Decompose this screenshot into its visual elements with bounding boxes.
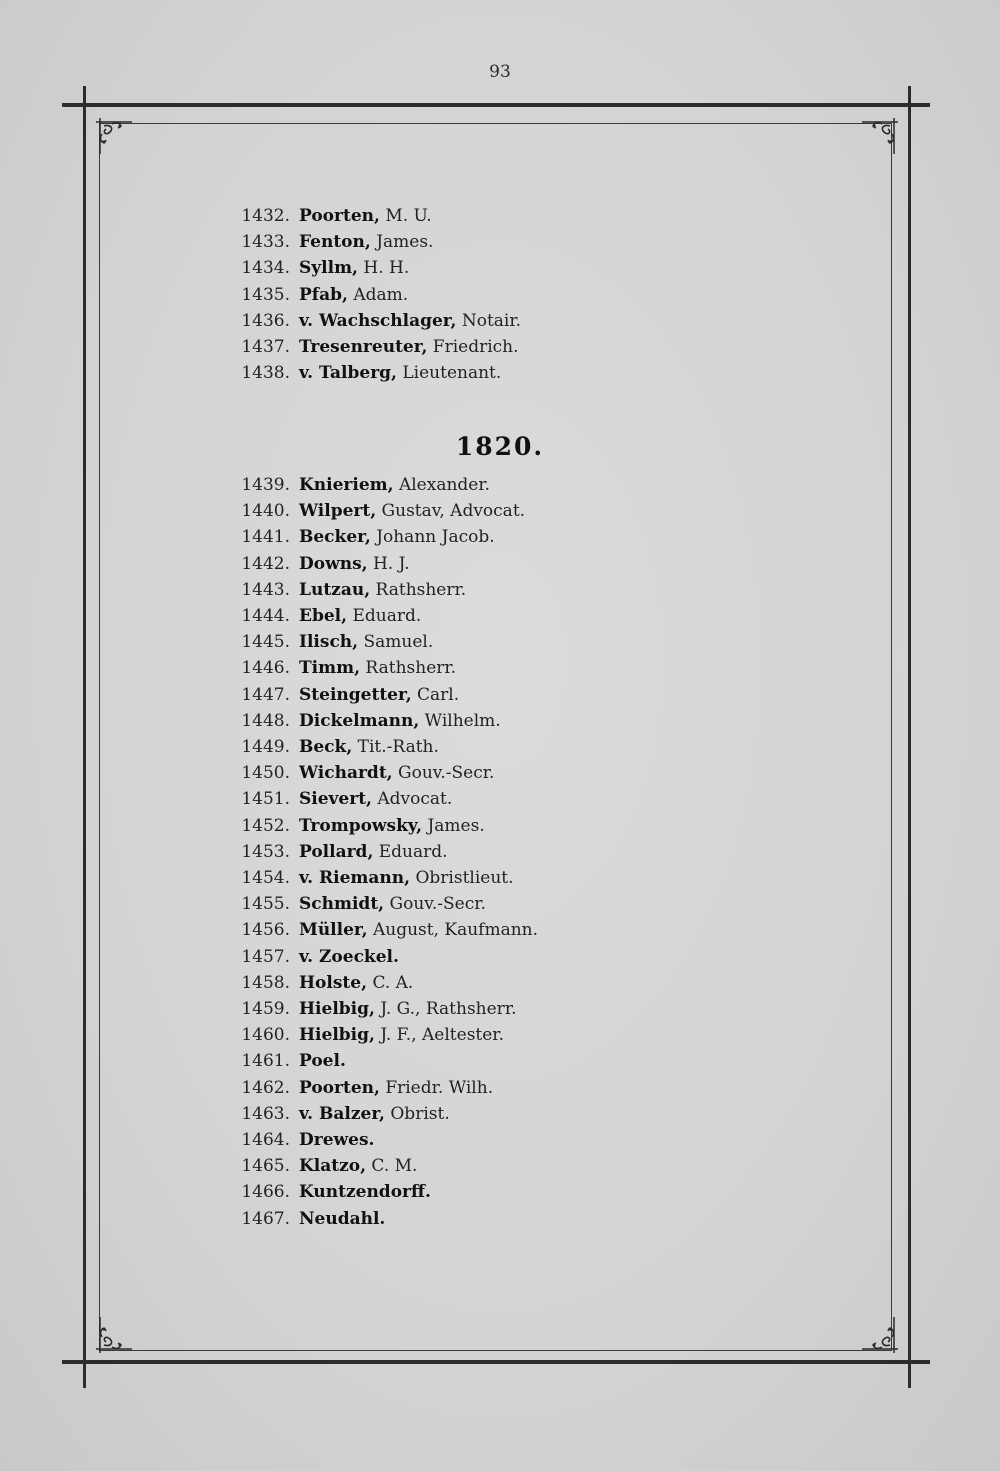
entry-text (299, 1101, 450, 1127)
entry-text (299, 255, 409, 281)
entry-text (299, 813, 485, 839)
entry-number: 1442. (241, 553, 290, 574)
list-item (0, 996, 1000, 1022)
list-item (0, 1022, 1000, 1048)
corner-ornament-icon (92, 1313, 136, 1357)
entry-text (299, 498, 525, 524)
entry-name: Ilisch, (299, 632, 359, 653)
list-item (0, 682, 1000, 708)
entry-detail: Johann Jacob. (376, 527, 495, 548)
entry-number: 1460. (241, 1025, 290, 1046)
entry-number: 1449. (241, 737, 290, 757)
entry-name: Poorten, (299, 206, 380, 226)
corner-ornament-icon (92, 114, 136, 158)
entry-text (299, 865, 514, 891)
entry-number: 1466. (241, 1182, 290, 1203)
entry-detail: James. (376, 232, 434, 253)
entry-name: Pfab, (299, 284, 348, 305)
entry-name: Syllm, (299, 258, 358, 279)
entry-text (299, 996, 516, 1022)
list-item (0, 472, 1000, 498)
entry-number: 1452. (241, 815, 290, 836)
list-item (0, 786, 1000, 812)
entry-number: 1451. (241, 789, 290, 810)
entry-name: v. Wachschlager, (299, 310, 457, 331)
entry-name: Ebel, (299, 606, 348, 626)
entry-text (299, 629, 433, 655)
entry-name: Dickelmann, (299, 710, 420, 731)
year-heading: 1820. (455, 432, 545, 461)
list-item (0, 203, 1000, 229)
entry-name: Timm, (299, 658, 361, 679)
entry-detail: Rathsherr. (375, 579, 467, 600)
entry-name: Trompowsky, (299, 815, 423, 836)
entry-name: Lutzau, (299, 579, 371, 600)
entry-number: 1454. (241, 868, 290, 888)
entry-name: Kuntzendorff. (299, 1182, 431, 1203)
entry-detail: J. F., Aeltester. (380, 1025, 504, 1046)
entry-text (299, 282, 408, 308)
frame-bottom-rule (62, 1360, 930, 1364)
entry-number: 1463. (241, 1103, 290, 1124)
entry-number: 1462. (241, 1077, 290, 1098)
entry-detail: Lieutenant. (402, 363, 502, 384)
entry-name: v. Balzer, (299, 1103, 385, 1124)
entry-text (299, 786, 452, 812)
entry-text (299, 334, 519, 360)
corner-ornament-icon (858, 114, 902, 158)
list-item (0, 334, 1000, 360)
entry-name: Neudahl. (299, 1208, 386, 1229)
entry-text (299, 577, 466, 603)
entry-name: Tresenreuter, (299, 337, 428, 357)
entry-name: Steingetter, (299, 684, 412, 705)
list-item (0, 891, 1000, 917)
list-item (0, 813, 1000, 839)
entry-text (299, 1022, 504, 1048)
entry-detail: Wilhelm. (424, 710, 501, 731)
entry-detail: J. G., Rathsherr. (380, 999, 517, 1019)
list-item (0, 308, 1000, 334)
entry-text (299, 1048, 346, 1074)
entry-detail: Carl. (417, 684, 460, 705)
entry-text (299, 708, 501, 734)
entry-name: Klatzo, (299, 1156, 367, 1177)
list-item (0, 760, 1000, 786)
entry-name: Poel. (299, 1051, 346, 1072)
list-item (0, 360, 1000, 386)
entry-number: 1440. (241, 501, 290, 522)
list-item (0, 551, 1000, 577)
entry-text (299, 839, 448, 865)
list-item (0, 655, 1000, 681)
entry-detail: C. M. (371, 1156, 418, 1177)
entry-text (299, 603, 421, 629)
entry-text (299, 360, 501, 386)
entry-detail: August, Kaufmann. (372, 920, 539, 941)
entry-number: 1441. (241, 527, 290, 548)
entry-text (299, 944, 399, 970)
entry-name: Wichardt, (299, 763, 393, 784)
entry-number: 1458. (241, 972, 290, 993)
entry-number: 1438. (241, 363, 290, 384)
entry-text (299, 1127, 374, 1153)
entry-detail: James. (427, 815, 485, 836)
list-item (0, 1048, 1000, 1074)
entry-detail: Eduard. (378, 841, 448, 862)
list-item (0, 1179, 1000, 1205)
entry-number: 1450. (241, 763, 290, 784)
list-item (0, 708, 1000, 734)
page-number: 93 (489, 62, 511, 82)
list-item (0, 603, 1000, 629)
entry-text (299, 308, 521, 334)
entry-name: Sievert, (299, 789, 372, 810)
entry-number: 1439. (241, 475, 290, 495)
list-item (0, 1153, 1000, 1179)
entry-detail: Tit.-Rath. (357, 737, 439, 757)
list-item (0, 498, 1000, 524)
entry-number: 1457. (241, 946, 290, 967)
list-item (0, 917, 1000, 943)
entry-detail: Obrist. (390, 1103, 450, 1124)
entry-text (299, 970, 413, 996)
entry-text (299, 760, 494, 786)
list-item (0, 734, 1000, 760)
frame-top-rule (62, 103, 930, 107)
entry-name: Müller, (299, 920, 368, 941)
entry-name: Poorten, (299, 1077, 380, 1098)
entry-name: v. Riemann, (299, 868, 411, 888)
entry-number: 1459. (241, 999, 290, 1019)
corner-ornament-icon (858, 1313, 902, 1357)
list-item (0, 1075, 1000, 1101)
entry-number: 1448. (241, 710, 290, 731)
entry-detail: Gouv.-Secr. (398, 763, 495, 784)
entry-text (299, 524, 495, 550)
entry-number: 1445. (241, 632, 290, 653)
entry-detail: M. U. (385, 206, 432, 226)
entry-name: Wilpert, (299, 501, 377, 522)
entry-text (299, 1075, 493, 1101)
entry-name: Hielbig, (299, 999, 375, 1019)
list-item (0, 1101, 1000, 1127)
entry-detail: Advocat. (377, 789, 453, 810)
list-item (0, 577, 1000, 603)
entry-detail: Friedrich. (432, 337, 519, 357)
list-item (0, 629, 1000, 655)
list-item (0, 1206, 1000, 1232)
entry-text (299, 229, 433, 255)
list-item (0, 865, 1000, 891)
entry-number: 1443. (241, 579, 290, 600)
entry-name: Knieriem, (299, 475, 394, 495)
entry-number: 1461. (241, 1051, 290, 1072)
entry-detail: Rathsherr. (365, 658, 457, 679)
entry-detail: Eduard. (352, 606, 422, 626)
entry-detail: Notair. (461, 310, 522, 331)
entry-detail: Samuel. (363, 632, 434, 653)
entry-text (299, 203, 432, 229)
entry-name: Beck, (299, 737, 353, 757)
list-item (0, 970, 1000, 996)
entry-text (299, 1179, 431, 1205)
entry-text (299, 734, 439, 760)
entry-name: Downs, (299, 553, 368, 574)
entry-number: 1453. (241, 841, 290, 862)
entry-number: 1444. (241, 606, 290, 626)
entry-detail: Obristlieut. (415, 868, 514, 888)
entry-text (299, 891, 486, 917)
entry-detail: Adam. (353, 284, 409, 305)
entry-number: 1434. (241, 258, 290, 279)
list-item (0, 524, 1000, 550)
entry-number: 1464. (241, 1130, 290, 1150)
entry-detail: Gustav, Advocat. (381, 501, 526, 522)
entry-text (299, 655, 456, 681)
entry-text (299, 472, 490, 498)
entry-detail: Alexander. (398, 475, 491, 495)
list-item (0, 944, 1000, 970)
entry-number: 1467. (241, 1208, 290, 1229)
entry-name: v. Zoeckel. (299, 946, 399, 967)
entry-name: Fenton, (299, 232, 371, 253)
entry-number: 1437. (241, 337, 290, 357)
entry-text (299, 551, 410, 577)
list-item (0, 1127, 1000, 1153)
entry-detail: H. J. (372, 553, 410, 574)
entry-number: 1456. (241, 920, 290, 941)
entry-number: 1435. (241, 284, 290, 305)
entry-number: 1455. (241, 894, 290, 915)
entry-number: 1447. (241, 684, 290, 705)
entry-name: Pollard, (299, 841, 374, 862)
entry-detail: Gouv.-Secr. (389, 894, 486, 915)
entry-number: 1433. (241, 232, 290, 253)
entry-text (299, 1153, 417, 1179)
entry-name: Hielbig, (299, 1025, 375, 1046)
list-item (0, 839, 1000, 865)
entry-detail: Friedr. Wilh. (385, 1077, 494, 1098)
entry-detail: H. H. (363, 258, 410, 279)
entry-number: 1465. (241, 1156, 290, 1177)
entry-text (299, 1206, 385, 1232)
entry-text (299, 682, 459, 708)
entry-number: 1446. (241, 658, 290, 679)
entry-name: Schmidt, (299, 894, 385, 915)
entry-number: 1432. (241, 206, 290, 226)
entry-text (299, 917, 538, 943)
list-item (0, 255, 1000, 281)
list-item (0, 282, 1000, 308)
entry-name: Becker, (299, 527, 371, 548)
list-item (0, 229, 1000, 255)
entry-number: 1436. (241, 310, 290, 331)
entry-name: v. Talberg, (299, 363, 397, 384)
entry-name: Drewes. (299, 1130, 375, 1150)
entry-detail: C. A. (372, 972, 414, 993)
entry-name: Holste, (299, 972, 368, 993)
